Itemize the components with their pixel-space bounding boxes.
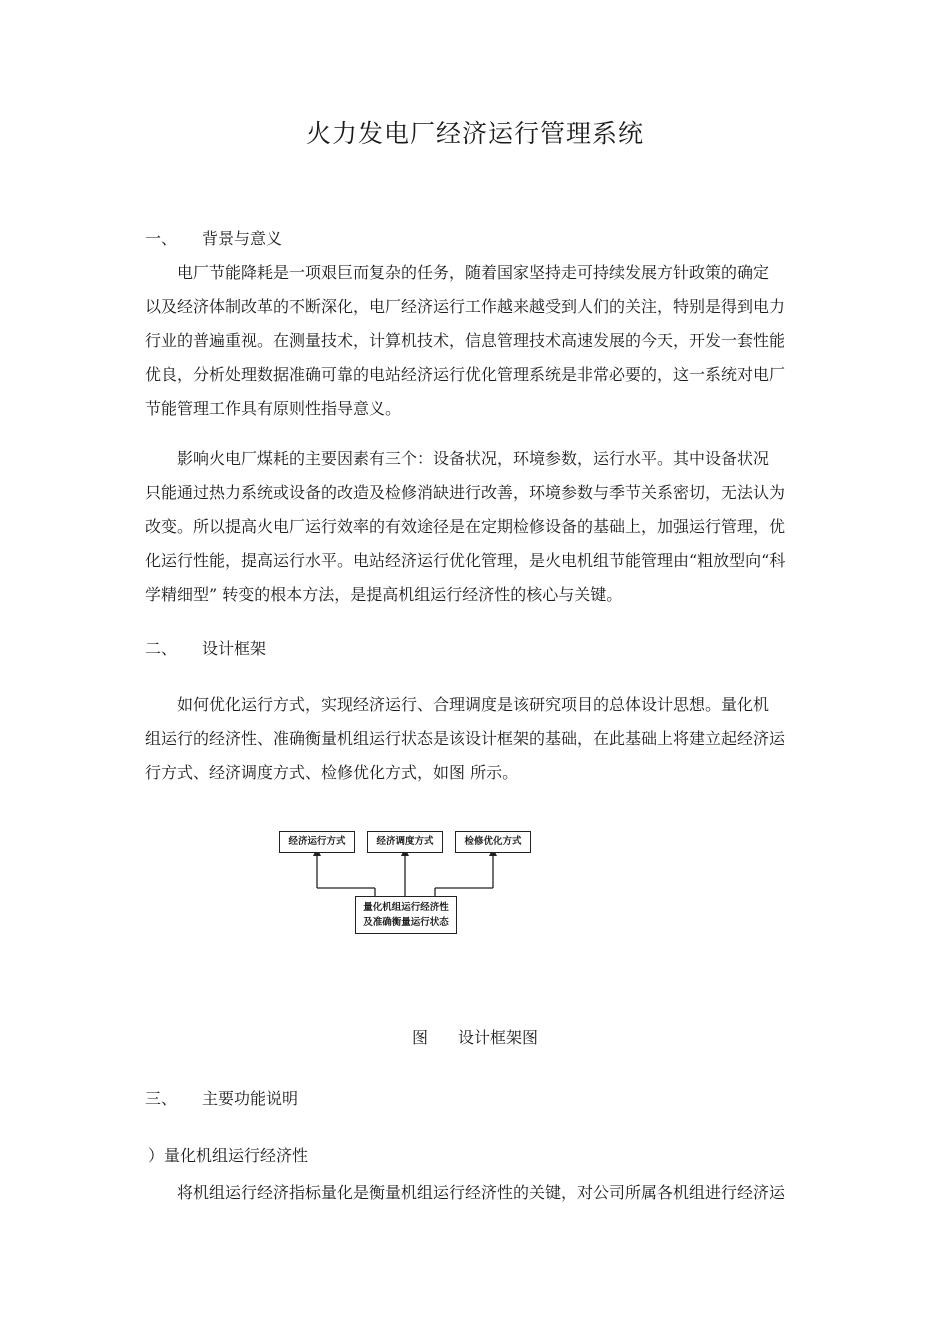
paragraph-quantify — [145, 1176, 809, 1210]
box-economic-operation: 经济运行方式 — [279, 831, 355, 853]
section-label: 主要功能说明 — [202, 1089, 299, 1108]
text-line: 行方式、经济调度方式、检修优化方式，如图 所示。 — [145, 763, 519, 782]
text-line: 如何优化运行方式，实现经济运行、合理调度是该研究项目的总体设计思想。量化机 — [177, 695, 770, 714]
paragraph-framework — [145, 688, 809, 790]
box-text-line: 及准确衡量运行状态 — [363, 917, 449, 928]
paragraph-background — [145, 256, 809, 426]
text-line: 改变。所以提高火电厂运行效率的有效途径是在定期检修设备的基础上，加强运行管理，优 — [145, 517, 786, 536]
figure-caption — [0, 1025, 950, 1048]
figure-label: 图 — [411, 1028, 428, 1047]
section-heading-3 — [145, 1086, 298, 1109]
section-number: 二、 — [145, 639, 178, 658]
framework-diagram — [275, 826, 535, 936]
box-maintenance-optimization: 检修优化方式 — [455, 831, 531, 853]
text-line: 只能通过热力系统或设备的改造及检修消缺进行改善，环境参数与季节关系密切，无法认为 — [145, 483, 786, 502]
section-heading-2 — [145, 636, 266, 659]
text-line: 以及经济体制改革的不断深化，电厂经济运行工作越来越受到人们的关注，特别是得到电力 — [145, 297, 786, 316]
document-title: 火力发电厂经济运行管理系统 — [305, 119, 644, 148]
text-line: 学精细型” 转变的根本方法，是提高机组运行经济性的核心与关键。 — [145, 585, 623, 604]
text-line: 节能管理工作具有原则性指导意义。 — [145, 399, 402, 418]
box-quantify-economy — [355, 896, 457, 934]
text-line: 优良，分析处理数据准确可靠的电站经济运行优化管理系统是非常必要的，这一系统对电厂 — [145, 365, 786, 384]
section-label: 背景与意义 — [202, 229, 283, 248]
subheading: ）量化机组运行经济性 — [148, 1146, 309, 1165]
figure-title: 设计框架图 — [458, 1028, 539, 1047]
section-heading-1 — [145, 226, 282, 249]
text-line: 影响火电厂煤耗的主要因素有三个：设备状况，环境参数，运行水平。其中设备状况 — [177, 449, 770, 468]
section-label: 设计框架 — [202, 639, 267, 658]
text-line: 将机组运行经济指标量化是衡量机组运行经济性的关键，对公司所属各机组进行经济运 — [177, 1183, 786, 1202]
text-line: 电厂节能降耗是一项艰巨而复杂的任务，随着国家坚持走可持续发展方针政策的确定 — [177, 263, 770, 282]
box-economic-dispatch: 经济调度方式 — [367, 831, 443, 853]
section-number: 一、 — [145, 229, 178, 248]
box-text-line: 量化机组运行经济性 — [363, 902, 449, 913]
section-number: 三、 — [145, 1089, 178, 1108]
text-line: 行业的普遍重视。在测量技术，计算机技术，信息管理技术高速发展的今天，开发一套性能 — [145, 331, 786, 350]
paragraph-factors — [145, 442, 809, 612]
text-line: 组运行的经济性、准确衡量机组运行状态是该设计框架的基础，在此基础上将建立起经济运 — [145, 729, 786, 748]
text-line: 化运行性能，提高运行水平。电站经济运行优化管理，是火电机组节能管理由“粗放型向“科 — [145, 551, 786, 570]
